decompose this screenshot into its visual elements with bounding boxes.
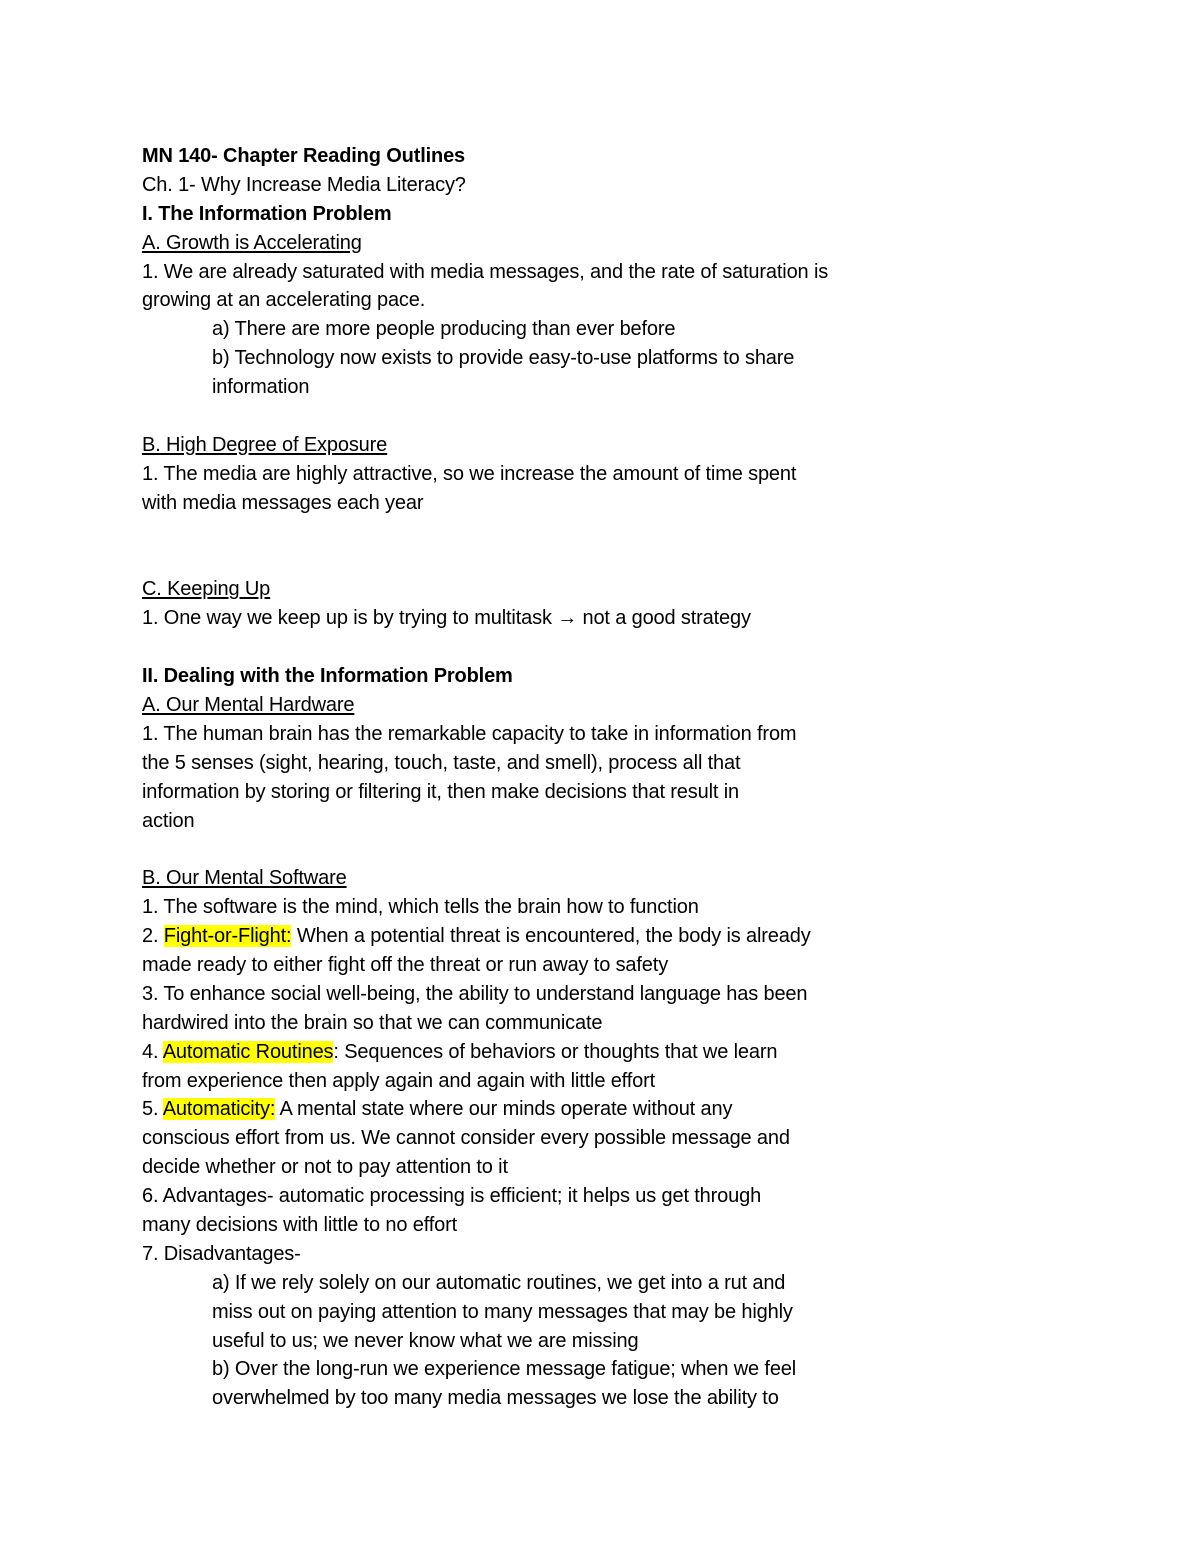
section-heading-1: I. The Information Problem [142,202,392,225]
outline-item-highlighted [142,1095,922,1124]
outline-item-cont: action [142,809,195,832]
outline-item: 1. One way we keep up is by trying to multitask → not a good strategy [142,607,751,630]
outline-item: 1. We are already saturated with media messages, and the rate of saturation is [142,260,829,283]
outline-subitem-cont: useful to us; we never know what we are missing [212,1329,639,1352]
outline-item-highlighted [142,1038,922,1067]
outline-item: 3. To enhance social well-being, the ability to understand language has been [142,982,808,1005]
subsection-heading-1b: B. High Degree of Exposure [142,433,388,456]
outline-item-highlighted [142,922,922,951]
outline-item-cont: decide whether or not to pay attention to it [142,1156,508,1179]
outline-subitem-cont: information [212,376,310,399]
outline-item-cont: information by storing or filtering it, then make decisions that result in [142,780,739,803]
spacer [142,633,922,662]
outline-item: 1. The media are highly attractive, so we increase the amount of time spent [142,462,797,485]
subsection-heading-2b: B. Our Mental Software [142,867,347,890]
subsection-heading-2a: A. Our Mental Hardware [142,693,355,716]
item-number: 2. [142,925,164,948]
outline-item-cont: many decisions with little to no effort [142,1213,458,1236]
outline-item-cont: growing at an accelerating pace. [142,289,426,312]
outline-item: 7. Disadvantages- [142,1242,301,1265]
outline-subitem-cont: overwhelmed by too many media messages we lose the ability to [212,1387,779,1410]
item-text: : Sequences of behaviors or thoughts that we learn [333,1040,778,1063]
outline-item-cont: made ready to either fight off the threat or run away to safety [142,953,669,976]
section-heading-2: II. Dealing with the Information Problem [142,665,513,688]
outline-subitem: a) There are more people producing than ever before [212,318,676,341]
item-text: A mental state where our minds operate without any [275,1098,733,1121]
outline-item-cont: hardwired into the brain so that we can communicate [142,1011,603,1034]
item-text: When a potential threat is encountered, the body is already [291,925,811,948]
outline-subitem-cont: miss out on paying attention to many messages that may be highly [212,1300,793,1323]
spacer [142,518,922,576]
highlighted-term: Fight-or-Flight: [163,925,292,948]
chapter-title: Ch. 1- Why Increase Media Literacy? [142,173,466,196]
highlighted-term: Automatic Routines [162,1040,334,1063]
outline-item: 1. The human brain has the remarkable capacity to take in information from [142,722,797,745]
outline-subitem: a) If we rely solely on our automatic routines, we get into a rut and [212,1271,786,1294]
document-title: MN 140- Chapter Reading Outlines [142,145,466,167]
highlighted-term: Automaticity: [162,1098,276,1121]
outline-item-cont: with media messages each year [142,491,424,514]
subsection-heading-1a: A. Growth is Accelerating [142,231,362,254]
outline-item-cont: from experience then apply again and again with little effort [142,1069,656,1092]
outline-item-cont: the 5 senses (sight, hearing, touch, taste, and smell), process all that [142,751,741,774]
item-number: 5. [142,1098,163,1121]
spacer [142,402,922,431]
subsection-heading-1c: C. Keeping Up [142,578,271,601]
outline-item: 1. The software is the mind, which tells the brain how to function [142,896,699,919]
outline-subitem: b) Technology now exists to provide easy-to-use platforms to share [212,347,795,370]
outline-item-cont: conscious effort from us. We cannot consider every possible message and [142,1127,790,1150]
spacer [142,835,922,864]
outline-subitem: b) Over the long-run we experience message fatigue; when we feel [212,1358,797,1381]
item-number: 4. [142,1040,163,1063]
document-body [142,142,922,1413]
outline-item: 6. Advantages- automatic processing is efficient; it helps us get through [142,1185,762,1208]
